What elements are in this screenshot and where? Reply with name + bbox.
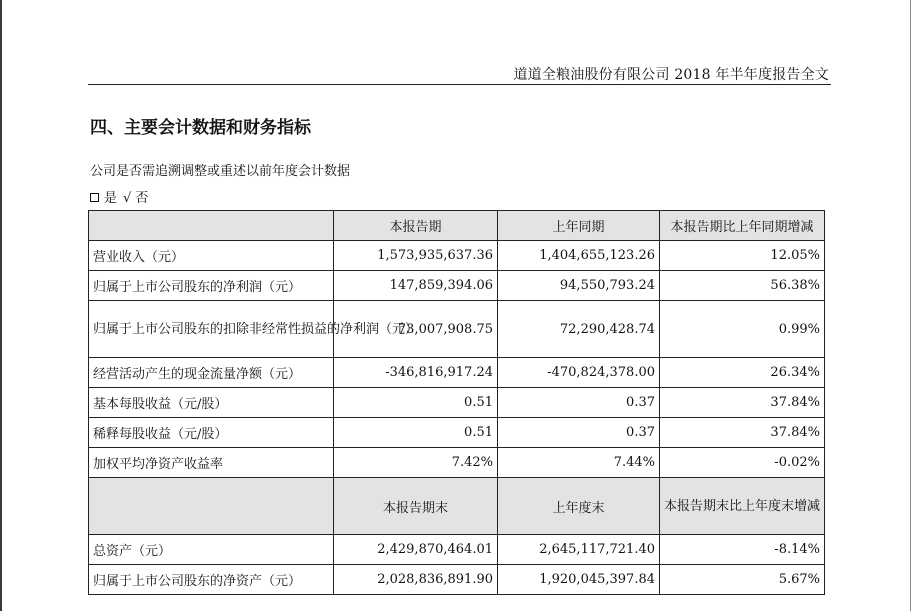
table-subheader-row bbox=[89, 478, 825, 535]
row-current: 73,007,908.75 bbox=[334, 301, 498, 358]
row-prior: 0.37 bbox=[498, 418, 660, 448]
restatement-question: 公司是否需追溯调整或重述以前年度会计数据 bbox=[90, 164, 351, 179]
table-row bbox=[89, 565, 825, 595]
report-header: 道道全粮油股份有限公司 2018 年半年度报告全文 bbox=[513, 67, 829, 83]
row-label: 营业收入（元） bbox=[89, 241, 334, 271]
row-prior: 0.37 bbox=[498, 388, 660, 418]
row-current: 0.51 bbox=[334, 418, 498, 448]
row-label: 归属于上市公司股东的净利润（元） bbox=[89, 271, 334, 301]
checkbox-icon bbox=[90, 193, 99, 202]
row-current: -346,816,917.24 bbox=[334, 358, 498, 388]
option-yes: 是 bbox=[104, 191, 118, 206]
row-current: 2,028,836,891.90 bbox=[334, 565, 498, 595]
row-change: 0.99% bbox=[660, 301, 825, 358]
row-change: 56.38% bbox=[660, 271, 825, 301]
row-current: 7.42% bbox=[334, 448, 498, 478]
row-prior: -470,824,378.00 bbox=[498, 358, 660, 388]
table-row bbox=[89, 301, 825, 358]
row-prior: 1,404,655,123.26 bbox=[498, 241, 660, 271]
header-rule bbox=[88, 84, 831, 85]
header-current-period: 本报告期 bbox=[334, 211, 498, 241]
row-label: 归属于上市公司股东的净资产（元） bbox=[89, 565, 334, 595]
financial-data-table bbox=[88, 210, 825, 595]
header-period-change: 本报告期比上年同期增减 bbox=[660, 211, 825, 241]
row-current: 2,429,870,464.01 bbox=[334, 535, 498, 565]
row-change: 5.67% bbox=[660, 565, 825, 595]
row-prior: 72,290,428.74 bbox=[498, 301, 660, 358]
row-prior: 1,920,045,397.84 bbox=[498, 565, 660, 595]
row-label: 稀释每股收益（元/股） bbox=[89, 418, 334, 448]
header-blank-cell bbox=[89, 478, 334, 535]
table-row bbox=[89, 241, 825, 271]
row-change: 12.05% bbox=[660, 241, 825, 271]
header-blank-cell bbox=[89, 211, 334, 241]
table-row bbox=[89, 271, 825, 301]
row-prior: 7.44% bbox=[498, 448, 660, 478]
restatement-options bbox=[90, 187, 148, 206]
row-label: 基本每股收益（元/股） bbox=[89, 388, 334, 418]
header-prior-period: 上年同期 bbox=[498, 211, 660, 241]
row-change: -8.14% bbox=[660, 535, 825, 565]
table-row bbox=[89, 535, 825, 565]
row-label: 加权平均净资产收益率 bbox=[89, 448, 334, 478]
row-current: 0.51 bbox=[334, 388, 498, 418]
row-prior: 2,645,117,721.40 bbox=[498, 535, 660, 565]
header-year-end-change: 本报告期末比上年度末增减 bbox=[660, 478, 825, 535]
table-row bbox=[89, 358, 825, 388]
header-prior-year-end: 上年度末 bbox=[498, 478, 660, 535]
row-prior: 94,550,793.24 bbox=[498, 271, 660, 301]
row-label: 总资产（元） bbox=[89, 535, 334, 565]
page-edge-left bbox=[0, 0, 2, 611]
row-change: 37.84% bbox=[660, 388, 825, 418]
row-label: 归属于上市公司股东的扣除非经常性损益的净利润（元） bbox=[89, 301, 334, 358]
row-change: 37.84% bbox=[660, 418, 825, 448]
table-row bbox=[89, 448, 825, 478]
row-change: 26.34% bbox=[660, 358, 825, 388]
row-change: -0.02% bbox=[660, 448, 825, 478]
option-no: 否 bbox=[135, 191, 149, 206]
row-current: 1,573,935,637.36 bbox=[334, 241, 498, 271]
check-mark-icon: √ bbox=[123, 191, 132, 206]
row-current: 147,859,394.06 bbox=[334, 271, 498, 301]
table-header-row bbox=[89, 211, 825, 241]
header-period-end: 本报告期末 bbox=[334, 478, 498, 535]
table-row bbox=[89, 418, 825, 448]
section-title: 四、主要会计数据和财务指标 bbox=[90, 118, 311, 138]
table-row bbox=[89, 388, 825, 418]
row-label: 经营活动产生的现金流量净额（元） bbox=[89, 358, 334, 388]
